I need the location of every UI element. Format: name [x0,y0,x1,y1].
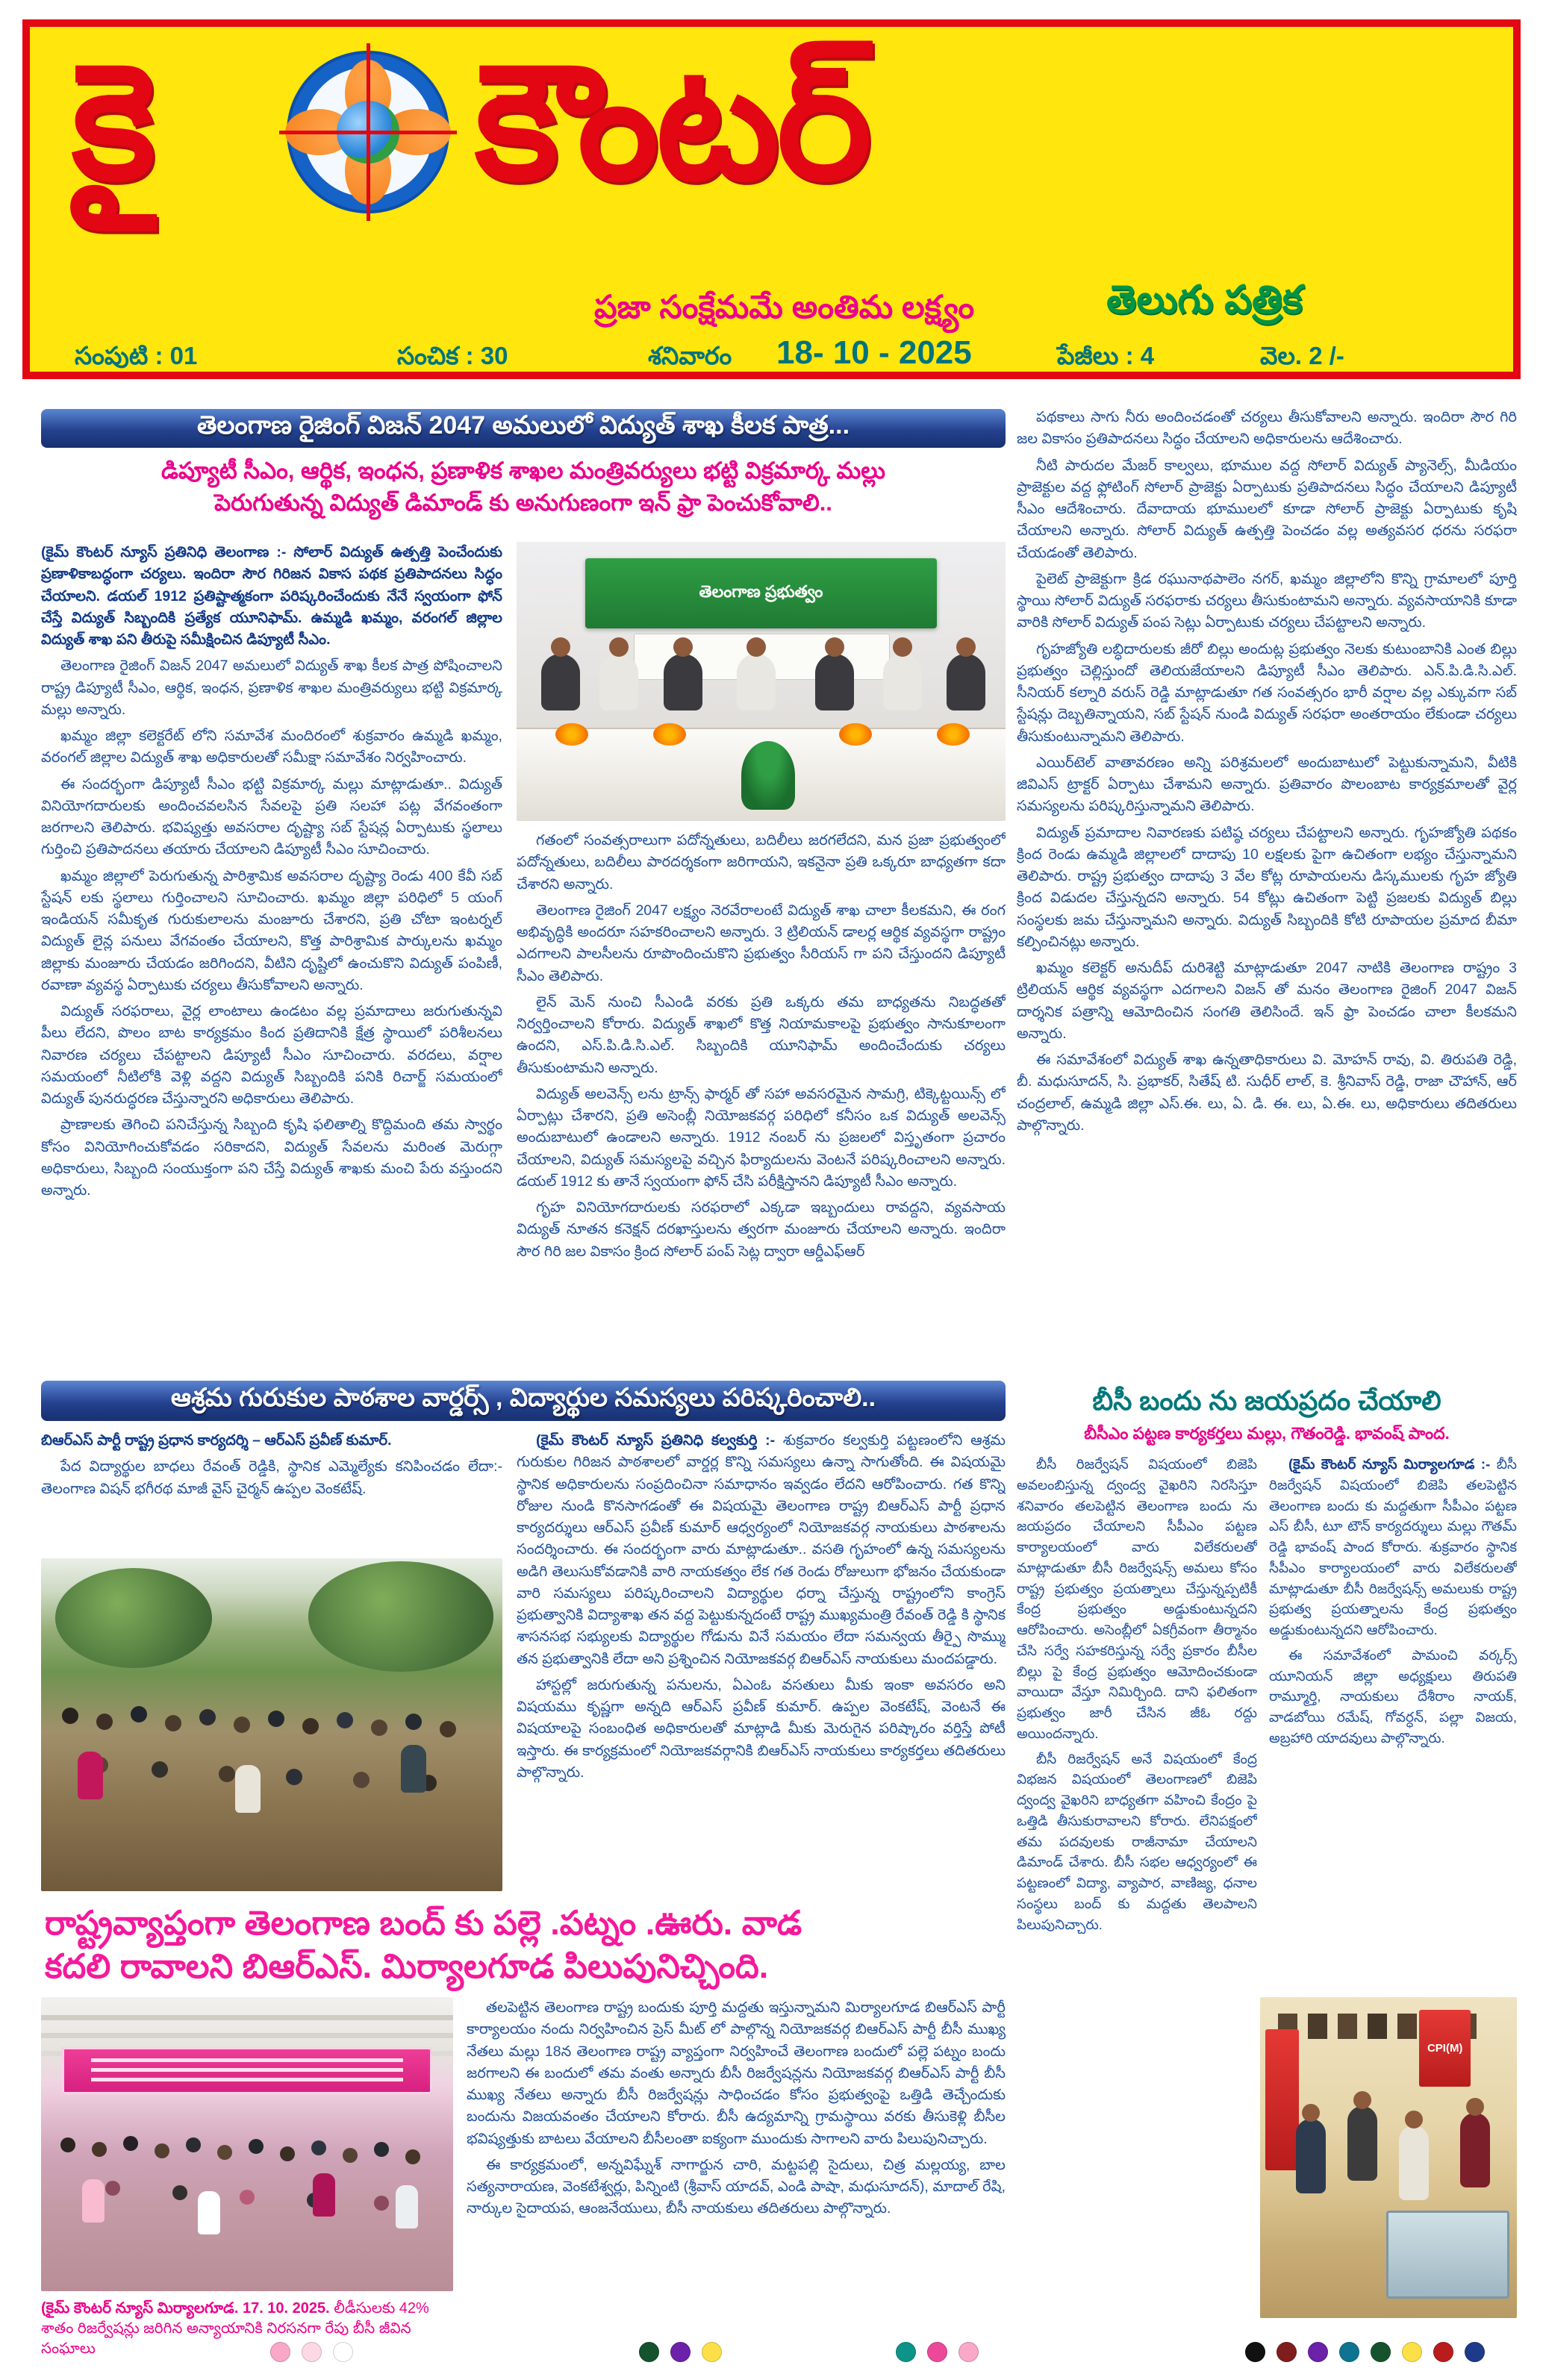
paragraph: గృహ వినియోగదారులకు సరఫరాలో ఎక్కడా ఇబ్బందులు రావద్దని, వ్యవసాయ విద్యుత్ నూతన కనెక్షన్ దరఖాస్తులను త్వరగా మంజూరు చేయాలని అన్నారు. ఇందిరా సౌర గిరి జల వికాసం క్రింద సోలార్ పంప్ సెట్ల ద్వారా ఆర్డీఎఫ్ఆర్ [517,1199,1006,1260]
person-figure [82,2179,105,2223]
paragraph-text: బీసీ రిజర్వేషన్ విషయంలో బిజెపి తలపెట్టిన తెలంగాణ బందు కు మద్దతుగా సీపీఎం పట్టణ ఎస్ బీసీ, టూ టౌన్ కార్యదర్శులు మల్లు గౌతమ్ రెడ్డి భావంష్ పాంద కోరారు. శుక్రవారం స్థానిక సీపీఎం కార్యాలయంలో వారు విలేకరులతో మాట్లాడుతూ బీసీ రిజర్వేషన్స్ అమలుకు రాష్ట్ర ప్రభుత్వ ప్రయత్నాలను కేంద్ర ప్రభుత్వం అడ్డుకుంటున్నదని ఆరోపించారు. [1269,1456,1517,1637]
paragraph: లైన్ మెన్ నుంచి సీఎండి వరకు ప్రతి ఒక్కరు తమ బాధ్యతను నిబద్ధతతో నిర్వర్తించాలని కోరారు. విద్యుత్ శాఖలో కొత్త నియామకాలపై ప్రభుత్వం సానుకూలంగా ఉందని, ఎస్.పి.డి.సి.ఎల్. సిబ్బందికి యూనిఫామ్ అందించేందుకు చర్యలు తీసుకుంటామని అన్నారు. [517,993,1006,1076]
article2-body [517,1430,1006,1894]
paragraph: ఈ సమావేశంలో విద్యుత్ శాఖ ఉన్నతాధికారులు వి. మోహన్ రావు, వి. తిరుపతి రెడ్డి, బీ. మధుసూదన్, సి. ప్రభాకర్, సితేష్ టి. సుధీర్ లాల్, కె. శ్రీనివాస్ రెడ్డి, రాజా చౌహాన్, ఆర్ చంద్రలాల్, ఉమ్మడి జిల్లా ఎస్.ఈ. లు, ఏ. డి. ఈ. లు, ఏ.ఈ. లు, అధికారులు తదితరులు పాల్గొన్నారు. [1017,1052,1517,1134]
article1-subhead-line1: డిప్యూటీ సీఎం, ఆర్థిక, ఇంధన, ప్రణాళిక శాఖల మంత్రివర్యులు భట్టి విక్రమార్క మల్లు [161,457,885,484]
dateline-volume: సంపుటి : 01 [75,342,198,369]
paragraph: విద్యుత్ సరఫరాలు, వైర్ల లాంటాలు ఉండటం వల్ల ప్రమాదాలు జరుగుతున్నవి పీలు లేదని, పొలం బాట కార్యక్రమం కింద ప్రతిదానికి క్షేత్ర స్థాయిలో పరిశీలనలు నివారణ చర్యలు చేపట్టాలని డిప్యూటీ సీఎం సూచించారు. వరదలు, వర్షాల సమయంలో నీటిలోకి వెళ్లి వద్దని విద్యుత్ సిబ్బందికి పనికి రిచార్జ్ సమయంలో విద్యుత్ పునరుద్ధరణ చేస్తున్నారని అధికారులు తెలిపారు. [41,1003,502,1107]
person-figure [1460,2113,1490,2187]
news-byline: (కైమ్ కౌంటర్ న్యూస్ ప్రతినిధి కల్వకుర్తి :- [536,1432,776,1449]
newspaper-logo [290,54,446,210]
article1-subhead-line2: పెరుగుతున్న విద్యుత్ డిమాండ్ కు అనుగుణంగా ఇన్ ఫ్రా పెంచుకోవాలి.. [214,489,832,516]
person-figure [664,654,702,710]
dateline-issue: సంచిక : 30 [397,342,508,369]
photo-indoor-rally [41,1997,453,2291]
color-mark-dot [302,2342,322,2362]
paragraph: ఈ కార్యక్రమంలో, అన్నవిఘ్నేశ్ నాగార్జున చారి, మట్టపల్లి సైదులు, చిత్ర మల్లయ్య, బాల సత్యనారాయణ, వెంకటేశ్వర్లు, పిన్నింటి (శ్రీవాస్ యాదవ్, ఎండి పాషా, మధుసూదన్), మాదాల్ రేషి, నార్కుల సైదాయప, ఆంజనేయులు, బీసీ నాయకులు తదితరులు పాల్గొన్నారు. [467,2156,1006,2217]
person-figure [541,654,580,710]
person-figure [235,1765,261,1813]
person-figure [737,654,776,710]
person-figure [401,1745,426,1793]
bc-column-left [1017,1454,1257,2318]
person-figure [78,1752,103,1799]
masthead [22,19,1521,379]
bc-subhead: బీసీఎం పట్టణ కార్యకర్తలు మల్లు, గౌతంరెడ్డి. భావంష్ పాంద. [1084,1424,1450,1443]
color-marks-group2 [639,2342,722,2362]
paragraph: ఖమ్మం కలెక్టర్ అనుదీప్ దురిశెట్టి మాట్లాడుతూ 2047 నాటికి తెలంగాణ రాష్ట్రం 3 ట్రిలియన్ ఆర్థిక వ్యవస్థగా ఎదగాలని విజన్ తో మనం తెలంగాణ రైజింగ్ 2047 విజన్ దార్శనిక పత్రాన్ని ఆమోదించిన సంగతి తెలిసిందే. ఇన్ ఫ్రా పెంచడం చాలా కీలకమని అన్నారు. [1017,960,1517,1042]
paragraph: పథకాలు సాగు నీరు అందించడంతో చర్యలు తీసుకోవాలని అన్నారు. ఇందిరా సౌర గిరి జల వికాసం ప్రతిపాదనలు సిద్ధం చేయాలని అధికారులను ఆదేశించారు. [1017,409,1517,448]
paragraph-text: శుక్రవారం కల్వకుర్తి పట్టణంలోని ఆశ్రమ గురుకుల గిరిజన పాఠశాలలో వార్డర్ల కొన్ని సమస్యలు ఉన్నా సాగుతోంది. ఈ విషయమై స్థానిక అధికారులను సంప్రదించినా సమాధానం ఇవ్వడం లేదని ఆరోపించారు. గత కొన్ని రోజుల నుండి కొనసాగడంతో ఈ విషయమై తెలంగాణ రాష్ట్ర బిఆర్ఎస్ పార్టీ ప్రధాన కార్యదర్శులు ఆర్ఎస్ ప్రవీణ్ కుమార్ ఆధ్వర్యంలో నియోజకవర్గ నాయకులు పాఠశాలను సందర్శించారు. ఈ సందర్భంగా వారు మాట్లాడుతూ.. వసతి గృహంలో ఉన్న సమస్యలను అడిగి తెలుసుకోవడానికి వారి నాయకత్వం లేక గత రెండు రోజులుగా భోజనం చేయకుండా వారి సమస్యలు పరిష్కరించాలని విద్యార్థుల ధర్నా చేస్తున్న రాష్ట్రంలోని కాంగ్రెస్ ప్రభుత్వానికి విద్యాశాఖ తన వద్ద పెట్టుకున్నదంటే రాష్ట్ర ముఖ్యమంత్రి రేవంత్ రెడ్డి కి స్థానిక శాసనసభ సభ్యులకు విద్యార్థుల గోడును వినే సమయం లేదా సమన్వయ తీర్పై సొమ్ము తన ప్రభుత్వానికి లేదా అని ప్రశ్నించిన నియోజకవర్గ బిఆర్ఎస్ నాయకులు మందపడ్డారు. [517,1432,1006,1667]
person-figure [815,654,854,710]
paragraph: విద్యుత్ ప్రమాదాల నివారణకు పటిష్ఠ చర్యలు చేపట్టాలని అన్నారు. గృహజ్యోతి పథకం క్రింద రెండు ఉమ్మడి జిల్లాలలో దాదాపు 10 లక్షలకు పైగా ఉచితంగా లభ్యం చేస్తున్నామని తెలిపారు. రాష్ట్ర ప్రభుత్వం దాదాపు 3 వేల కోట్ల రూపాయలను డిస్కములకు గృహ జ్యోతి క్రింద విడుదల చేస్తున్నదని అన్నారు. 54 కోట్లు ఉచితంగా పెట్టి ప్రజలకు విద్యుత్ బిల్లు సంస్థలకు జమ చేస్తున్నామని అన్నారు. విద్యుత్ సిబ్బందికి కోటి రూపాయల ప్రమాద బీమా కల్పించినట్లు అన్నారు. [1017,824,1517,950]
meeting-banner-text: తెలంగాణ ప్రభుత్వం [699,581,823,601]
paragraph: పేద విద్యార్థుల బాధలు రేవంత్ రెడ్డికి, స్థానిక ఎమ్మెల్యేకు కనిపించడం లేదా:- తెలంగాణ విషన్ భగీరథ మాజీ వైస్ చైర్మన్ ఉప్పల వెంకటేష్. [41,1458,502,1497]
crowd-figures [62,1708,78,1724]
logo-crosshair-horizontal [279,131,457,134]
photo-outdoor-crowd [41,1558,502,1891]
color-mark-dot [639,2342,659,2362]
paragraph: ఖమ్మం జిల్లాలో పెరుగుతున్న పారిశ్రామిక అవసరాల దృష్ట్యా రెండు 400 కేవీ సబ్ స్టేషన్ లకు స్థలాలు గుర్తించాలని సూచించారు. ఖమ్మం జిల్లా పరిధిలో 5 యంగ్ ఇండియన్ సమీకృత గురుకులాలను మంజూరు చేశారని, ప్రతి చోటా ఇంటర్నల్ విద్యుత్ లైన్ల పనులు వేగవంతం చేయాలని, కొత్త పారిశ్రామిక పార్కులను ఖమ్మం జిల్లాకు మంజూరు చేయడం జరిగిందని, వీటిని దృష్టిలో ఉంచుకొని విద్యుత్ పంపిణీ, రవాణా వ్యవస్థ ఏర్పాటుకు చర్యలు తీసుకోవాలని అన్నారు. [41,867,502,993]
bandh-body [467,1997,1006,2339]
color-marks-group1 [270,2342,353,2362]
caption-text: లీడీసులకు 42% శాతం రిజర్వేషన్లు జరిగిన అన్యాయానికి నిరసనగా రేపు బీసీ జీవిన సంఘాలు [41,2300,429,2357]
paragraph: (కైమ్ కౌంటర్ న్యూస్ ప్రతినిధి తెలంగాణ :- సోలార్ విద్యుత్ ఉత్పత్తి పెంచేందుకు ప్రణాళికాబద్ధంగా చర్యలు. ఇందిరా సౌర గిరిజన వికాస పథక ప్రతిపాదనలు సిద్ధం చేయాలని. డయల్ 1912 ప్రతిష్టాత్మకంగా పరిష్కరించేందుకు నేనే స్వయంగా ఫోన్ చేస్తే విద్యుత్ సిబ్బందికి ప్రత్యేక యూనిఫామ్. ఉమ్మడి ఖమ్మం, వరంగల్ జిల్లాల విద్యుత్ శాఖ పని తీరుపై సమీక్షించిన డిప్యూటీ సీఎం. [41,544,502,648]
masthead-title-right: కౌంటర్ [475,32,870,212]
color-mark-dot [1245,2342,1265,2362]
dateline-day: శనివారం [648,342,732,369]
paragraph: తెలంగాణ రైజింగ్ విజన్ 2047 అమలులో విద్యుత్ శాఖ కీలక పాత్ర పోషించాలని రాష్ట్ర డిప్యూటీ సీఎం, ఆర్థిక, ఇంధన, ప్రణాళిక శాఖల మంత్రివర్యులు భట్టి విక్రమార్క మల్లు అన్నారు. [41,658,502,718]
paragraph: గృహజ్యోతి లబ్ధిదారులకు జీరో బిల్లు అందుట్ల ప్రభుత్వం నెలకు కుటుంబానికి ఎంత బిల్లు ప్రభుత్వం చెల్లిస్తుందో తెలియజేయాలని డిప్యూటీ సీఎం తెలిపారు. ఎన్.పి.డి.సి.ఎల్. సీనియర్ కల్నారి వరుస్ రెడ్డి మాట్లాడుతూ గత సంవత్సరం భారీ వర్షాల వల్ల ఎక్కువగా సబ్ స్టేషన్లు దెబ్బతిన్నాయని, సబ్ స్టేషన్ నుండి విద్యుత్ సరఫరా అంతరాయం లేకుండా చర్యలు తీసుకుంటున్నామని తెలిపారు. [1017,640,1517,745]
article1-column-right [1017,407,1517,1377]
color-mark-dot [1402,2342,1422,2362]
bandh-headline-line2: కదలి రావాలని బిఆర్ఎస్. మిర్యాలగూడ పిలుపునిచ్చింది. [45,1946,769,1985]
paragraph: ఎయిర్‌టెల్ వాతావరణం అన్ని పరిశ్రమలలో అందుబాటులో పెట్టుకున్నామని, వీటికి జివిఎస్ ట్రాక్టర్ ఏర్పాటు చేశామని అన్నారు. ప్రతివారం పొలంబాట కార్యక్రమాలతో వైర్ల సమస్యలను పరిష్కరిస్తున్నామని తెలిపారు. [1017,754,1517,815]
masthead-title-left: కై [72,32,153,212]
color-marks-group3 [896,2342,979,2362]
color-marks-group4 [1245,2342,1485,2362]
masthead-tagline: ప్రజా సంక్షేమమే అంతిమ లక్ష్యం [594,290,975,325]
color-mark-dot [1465,2342,1485,2362]
color-mark-dot [927,2342,947,2362]
paragraph: ఖమ్మం జిల్లా కలెక్టరేట్ లోని సమావేశ మందిరంలో శుక్రవారం ఉమ్మడి ఖమ్మం, వరంగల్ జిల్లాల విద్యుత్ శాఖ అధికారులతో సమీక్షా సమావేశం నిర్వహించారు. [41,728,502,766]
article1-subhead [52,455,994,519]
paragraph: తలపెట్టిన తెలంగాణ రాష్ట్ర బందుకు పూర్తి మద్దతు ఇస్తున్నామని మిర్యాలగూడ బిఆర్ఎస్ పార్టీ కార్యాలయం నందు నిర్వహించిన ప్రెస్ మీట్ లో పాల్గొన్న నియోజకవర్గ బిఆర్ఎస్ పార్టీ బీసీ ముఖ్య నేతలు మల్లు 18న తెలంగాణ రాష్ట్ర వ్యాప్తంగా నిర్వహించే తెలంగాణ బందులో పల్లె పట్నం బందు జరగాలని ఈ బందులో తమ వంతు అన్నారు బీసీ రిజర్వేషన్లను నియోజకవర్గ బిఆర్ఎస్ పార్టీ బీసీ ముఖ్య నేతలు అన్నారు బీసీ రిజర్వేషన్లు సాధించడం కోసం ప్రభుత్వంపై ఒత్తిడి తెచ్చేందుకు బందును విజయవంతం చేయాలని కోరారు. బీసీ ఉద్యమాన్ని గ్రామస్థాయి వరకు తీసుకెళ్లి బీసీల భవిష్యత్తుకు బాటలు వేయాలని బీసీలంతా ఐక్యంగా ముందుకు సాగాలని వారు పిలుపునిచ్చారు. [467,1999,1006,2147]
bc-column-right [1269,1454,1517,1990]
news-byline: (కైమ్ కౌంటర్ న్యూస్ మిర్యాలగూడ :- [1288,1456,1491,1472]
tree [308,1561,493,1671]
color-mark-dot [333,2342,353,2362]
photo-caption [41,2299,459,2359]
paragraph: బీసీ రిజర్వేషన్ విషయంలో బిజెపి అవలంబిస్తున్న ద్వంద్వ వైఖరిని నిరసిస్తూ శనివారం తలపెట్టిన తెలంగాణ బందు ను జయప్రదం చేయాలని సీపీఎం పట్టణ కార్యాలయంలో వారు విలేకరులతో మాట్లాడుతూ బీసీ రిజర్వేషన్స్ అమలు కోసం రాష్ట్ర ప్రభుత్వం ప్రయత్నాలు చేస్తున్నప్పటికీ కేంద్ర ప్రభుత్వం అడ్డుకుంటున్నదని ఆరోపించారు. అసెంబ్లీలో ఏకగ్రీవంగా తీర్మానం చేసి సర్వే సహకరిస్తున్న సర్వే ప్రకారం బీసీల బిల్లు పై కేంద్ర ప్రభుత్వం ఆమోదించకుండా వాయిదా వేస్తూ నిమిర్చింది. దాని ఫలితంగా ప్రభుత్వం జారీ చేసిన జీఓ రద్దు అయిందన్నారు. [1017,1456,1257,1741]
masthead-edition-label: తెలుగు పత్రిక [1106,278,1303,322]
person-figure [1296,2119,1326,2193]
person-figure [198,2191,220,2234]
bc-headline: బీసీ బందు ను జయప్రదం చేయాలి [1092,1385,1441,1416]
person-figure [947,654,985,710]
party-flag [1419,2010,1471,2087]
tree [55,1568,212,1668]
paragraph: పైలెట్ ప్రాజెక్టుగా క్రిడ రఘునాథపాలెం నగర్, ఖమ్మం జిల్లాలోని కొన్ని గ్రామాలలో పూర్తి స్థాయి సోలార్ విద్యుత్ సరఫరాకు చర్యలు తీసుకుంటామని అన్నారు. వ్యవసాయానికి కూడా వారికి సోలార్ విద్యుత్ పంప సెట్లు ఏర్పాటుకు చర్యలు చేపట్టాలని అన్నారు. [1017,570,1517,631]
color-mark-dot [896,2342,916,2362]
paragraph: తెలంగాణ రైజింగ్ 2047 లక్ష్యం నెరవేరాలంటే విద్యుత్ శాఖ చాలా కీలకమని, ఈ రంగ అభివృద్ధికి అందరూ సహకరించాలని అన్నారు. 3 ట్రిలియన్ డాలర్ల ఆర్థిక వ్యవస్థగా రాష్ట్రం ఎదగాలని పాలసీలను రూపొందించుకొని ప్రభుత్వం సీరియస్ గా పని చేస్తుందని డిప్యూటీ సీఎం తెలిపారు. [517,902,1006,984]
article2-headline: ఆశ్రమ గురుకుల పాఠశాల వార్డర్స్ , విద్యార్థుల సమస్యలు పరిష్కరించాలి.. [41,1381,1006,1421]
red-flag [1265,2029,1299,2170]
potted-plant [741,741,795,810]
paragraph: హాస్టల్లో జరుగుతున్న పనులను, ఏఎంఓ వసతులు మీకు ఇంకా అవసరం అని విషయము కృష్ణగా అన్నది ఆర్ఎస్ ప్రవీణ్ కుమార్. ఉప్పల వెంకటేష్, వెంటనే ఈ విషయాలపై సంబంధిత అధికారులతో మాట్లాడి మీకు మెరుగైన పరిష్కారం వర్తిస్తే పోటీ ఇస్తారు. ఈ కార్యక్రమంలో నియోజకవర్గానికి బిఆర్ఎస్ నాయకులు కార్యకర్తలు తదితరులు పాల్గొన్నారు. [517,1676,1006,1781]
dateline [30,334,1513,373]
bandh-headline-line1: రాష్ట్రవ్యాప్తంగా తెలంగాణ బంద్ కు పల్లె .పట్నం .ఊరు. వాడ [45,1904,802,1942]
rally-banner [62,2047,433,2094]
color-mark-dot [1371,2342,1391,2362]
person-figure [599,654,638,710]
person-figure [1347,2106,1377,2181]
color-mark-dot [1308,2342,1328,2362]
paragraph [1269,1454,1517,1640]
paragraph: గతంలో సంవత్సరాలుగా పదోన్నతులు, బదిలీలు జరగలేదని, మన ప్రజా ప్రభుత్వంలో పదోన్నతులు, బదిలీలు పారదర్శకంగా జరిగాయని, ఇకనైనా ప్రతి ఒక్కరూ బాధ్యతగా కదా చేశారని అన్నారు. [517,832,1006,893]
bandh-headline [45,1902,1004,1987]
crowd-figures [60,2137,75,2152]
color-mark-dot [1339,2342,1359,2362]
paragraph: బీసీ రిజర్వేషన్ అనే విషయంలో కేంద్ర విభజన విషయంలో తెలంగాణలో బిజెపి ద్వంద్వ వైఖరిని బాధ్యతగా వహించి కేంద్రం పై ఒత్తిడి తీసుకురావాలని కోరారు. లేనిపక్షంలో తమ పదవులకు రాజీనామా చేయాలని డిమాండ్ చేశారు. బీసీ సభల ఆధ్వర్యంలో ఈ పట్టణంలో విద్యా, వ్యాపార, వాణిజ్య, ధనాల సంస్థలు బంద్ కు మద్దతు తెలపాలని పిలుపునిచ్చారు. [1017,1750,1257,1932]
dateline-pages: పేజీలు : 4 [1057,342,1155,369]
person-figure [313,2173,335,2217]
paragraph: ప్రాణాలకు తెగించి పనిచేస్తున్న సిబ్బంది కృషి ఫలితాల్ని కొద్దిమంది తమ స్వార్థం కోసం వినియోగించుకోవడం సరికాదని, విద్యుత్ సేవలను మరింత మెరుగ్గా అధికారులు, సిబ్బంది సంయుక్తంగా పని చేస్తే విద్యుత్ శాఖకు మంచి పేరు వస్తుందని అన్నారు. [41,1116,502,1199]
ceiling-beam [41,2015,453,2020]
party-flag-label: CPI(M) [1427,2042,1463,2055]
color-mark-dot [670,2342,691,2362]
color-mark-dot [1433,2342,1453,2362]
color-mark-dot [1277,2342,1297,2362]
paragraph: నీటి పారుదల మేజర్ కాల్వలు, భూముల వద్ద సోలార్ విద్యుత్ ప్యానెల్స్, మీడియం ప్రాజెక్టుల వద్ద ఫ్లోటింగ్ సోలార్ ప్రాజెక్టు ఏర్పాటుకు ప్రతిపాదనలు సిద్ధం చేయాలని డిప్యూటీ సీఎం ఆదేశించారు. దేవాదాయ భూములలో కూడా సోలార్ ప్రాజెక్టు ఏర్పాటుకు కృషి చేయాలని అన్నారు. సోలార్ విద్యుత్ ఉత్పత్తి పెంచడం వల్ల అత్యవసర ధరను సరఫరా చేయడంతో తెలిపారు. [1017,457,1517,561]
meeting-banner [585,558,938,628]
color-mark-dot [270,2342,290,2362]
article1-column-left [41,542,502,1376]
paragraph: ఈ సందర్భంగా డిప్యూటీ సీఎం భట్టి విక్రమార్క మల్లు మాట్లాడుతూ.. విద్యుత్ వినియోగదారులకు అందించవలసిన సేవలపై ప్రతి సలహా పట్ల వేగవంతంగా జరగాలని తెలిపారు. భవిష్యత్తు అవసరాల దృష్ట్యా సబ్ స్టేషన్ల ఏర్పాటుకు స్థలాలు గుర్తించి ప్రతిపాదనలు తయారు చేయాలని డిప్యూటీ సీఎం సూచించారు. [41,775,502,858]
dateline-date: 18- 10 - 2025 [776,334,972,371]
person-figure [396,2185,418,2228]
article1-column-middle [517,830,1006,1376]
article1-headline: తెలంగాణ రైజింగ్ విజన్ 2047 అమలులో విద్యుత్ శాఖ కీలక పాత్ర... [41,409,1006,448]
color-mark-dot [958,2342,979,2362]
color-mark-dot [702,2342,722,2362]
dateline-price: వెల. 2 /- [1260,342,1344,369]
person-figure [1399,2126,1429,2200]
article2-intro [41,1430,502,1555]
person-figure [883,654,922,710]
photo-party-office [1260,1997,1517,2318]
paragraph [517,1430,1006,1670]
photo-review-meeting [517,542,1006,821]
office-desk [1386,2211,1509,2299]
paragraph: విద్యుత్ అలవెన్స్ లను ట్రాన్స్ ఫార్మర్ తో సహా అవసరమైన సామగ్రి, టిక్కెట్టయిన్స్ లో ఏర్పాట్లు చేశారని, ప్రతి అసెంబ్లీ నియోజకవర్గ పరిధిలో కనీసం ఒక విద్యుత్ అలవెన్స్ అందుబాటులో ఉండాలని అన్నారు. 1912 నంబర్ ను ప్రజలలో విస్తృతంగా ప్రచారం చేయాలని, విద్యుత్ సమస్యలపై వచ్చిన ఫిర్యాదులను వెంటనే పరిష్కరించాలని అన్నారు. డయల్ 1912 కు తానే స్వయంగా ఫోన్ చేసి పరీక్షిస్తానని డిప్యూటీ సీఎం అన్నారు. [517,1085,1006,1190]
paragraph: బిఆర్ఎస్ పార్టీ రాష్ట్ర ప్రధాన కార్యదర్శి – ఆర్ఎస్ ప్రవీణ్ కుమార్. [41,1432,392,1449]
paragraph: ఈ సమావేశంలో పామంచి వర్కర్స్ యూనియన్ జిల్లా అధ్యక్షులు తిరుపతి రామ్మూర్తి, నాయకులు దేశీరాం నాయక్, వాడబోయి రమేష్, గోవర్ధన్, పల్లా విజయ, అబ్రహారి యాదవులు పాల్గొన్నారు. [1269,1646,1517,1746]
caption-dateline: (కైమ్ కౌంటర్ న్యూస్ మిర్యాలగూడ. 17. 10. 2025. [41,2300,330,2317]
